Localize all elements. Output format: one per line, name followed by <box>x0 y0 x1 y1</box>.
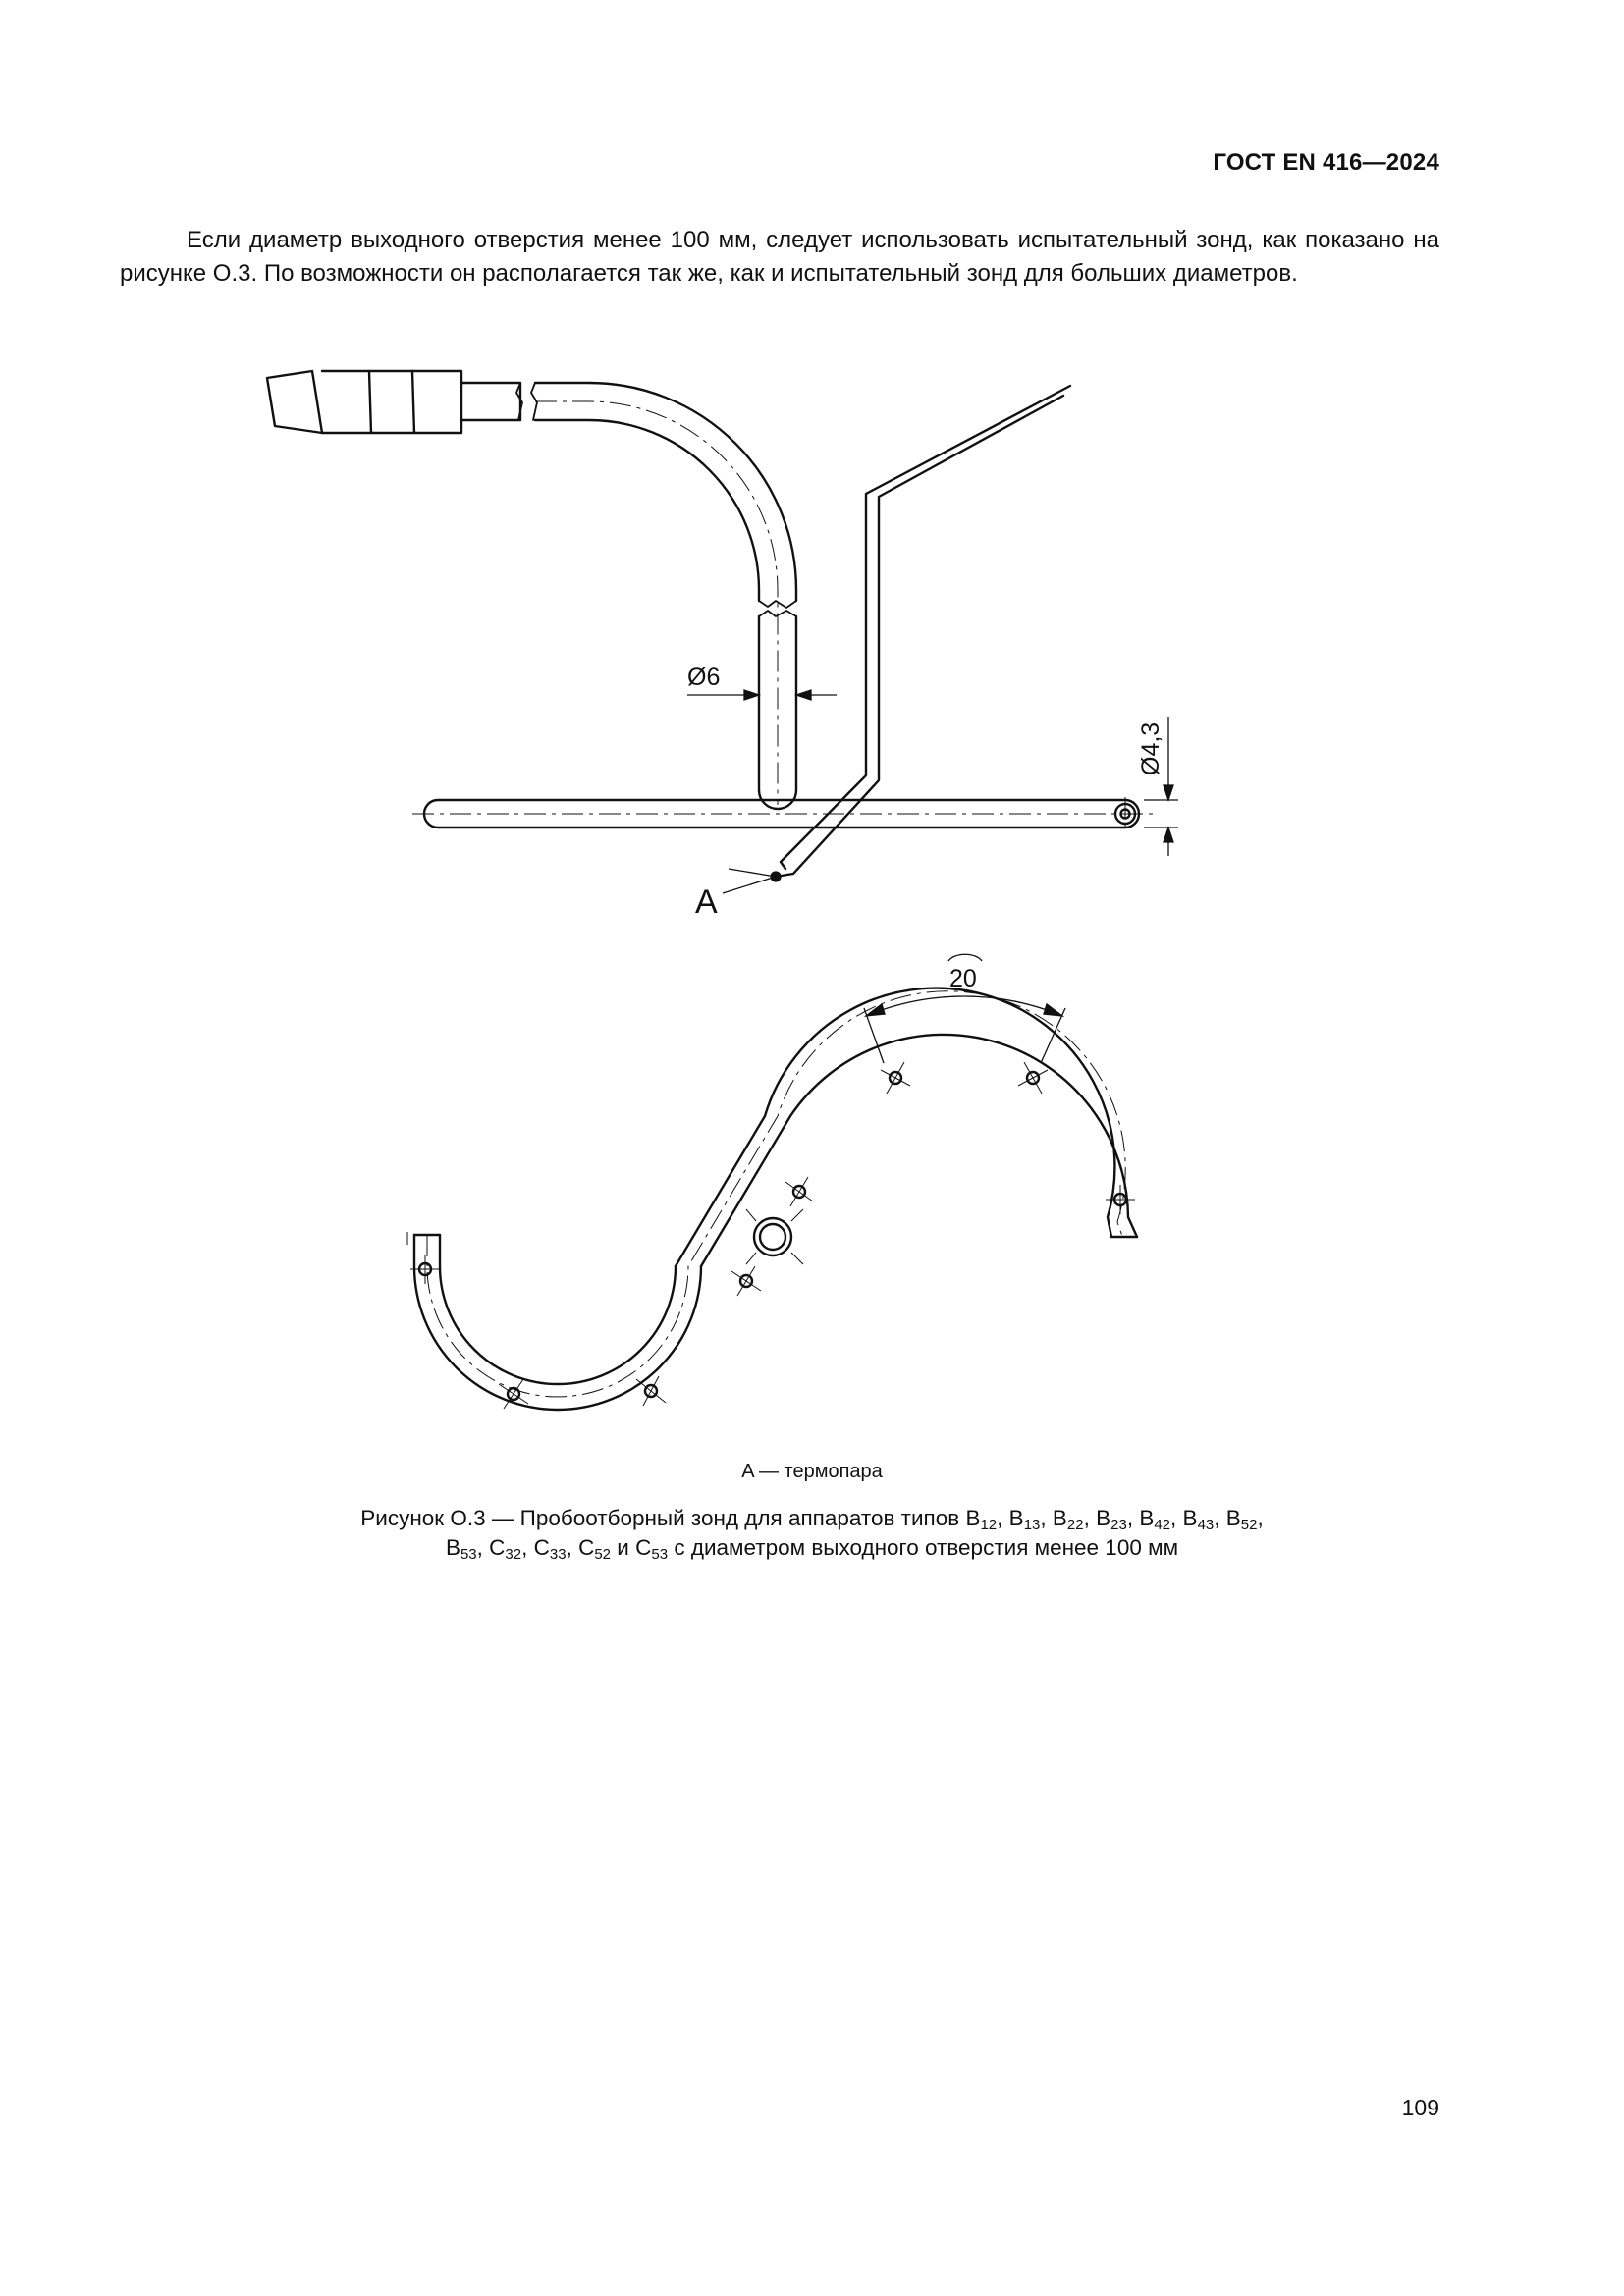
hose-connector <box>267 371 537 433</box>
appliance-type-designation: $B_{43}$ <box>1182 1506 1215 1533</box>
document-standard-header: ГОСТ EN 416—2024 <box>1213 149 1439 176</box>
appliance-type-designation: $B_{13}$ <box>1008 1506 1041 1533</box>
marker-a-label: A <box>695 883 718 921</box>
figure-caption <box>0 1504 1624 1563</box>
thermocouple-wire <box>776 386 1070 877</box>
appliance-type-designation: $B_{52}$ <box>1225 1506 1258 1533</box>
appliance-type-designation: $C_{33}$ <box>533 1535 567 1563</box>
caption-line-1: Рисунок О.3 — Пробоотборный зонд для аппаратов типов $B_{12}$, $B_{13}$, $B_{22}$, $B_{23}$, $B_{42}$, $B_{43}$, $B_{52}$, <box>360 1506 1264 1533</box>
appliance-type-designation: $C_{52}$ <box>578 1535 612 1563</box>
dimension-tube-diameter: Ø6 <box>687 664 721 691</box>
appliance-type-designation: $B_{23}$ <box>1096 1506 1127 1533</box>
arc-angle-label: 20 <box>949 965 977 992</box>
s-shaped-probe <box>414 988 1137 1410</box>
page-number: 109 <box>1401 2095 1439 2120</box>
appliance-type-designation: $B_{42}$ <box>1139 1506 1171 1533</box>
caption-line-2: $B_{53}$, $C_{32}$, $C_{33}$, $C_{52}$ и $C_{53}$ с диаметром выходного отверстия менее 100 мм <box>445 1535 1179 1563</box>
appliance-type-designation: $C_{53}$ <box>635 1535 669 1563</box>
dimension-hole-diameter: Ø4,3 <box>1137 721 1164 775</box>
body-paragraph: Если диаметр выходного отверстия менее 100 мм, следует использовать испытательный зонд, как показано на рисунке О.3. По возможности он располагается так же, как и испытательный зонд для больших диаметров. <box>120 227 1439 287</box>
bent-sampling-tube <box>535 383 796 809</box>
appliance-type-designation: $B_{12}$ <box>965 1506 998 1533</box>
appliance-type-designation: $B_{22}$ <box>1052 1506 1084 1533</box>
appliance-type-designation: $B_{53}$ <box>445 1535 477 1563</box>
figure-legend: A — термопара <box>741 1461 883 1482</box>
appliance-type-designation: $C_{32}$ <box>489 1535 522 1563</box>
